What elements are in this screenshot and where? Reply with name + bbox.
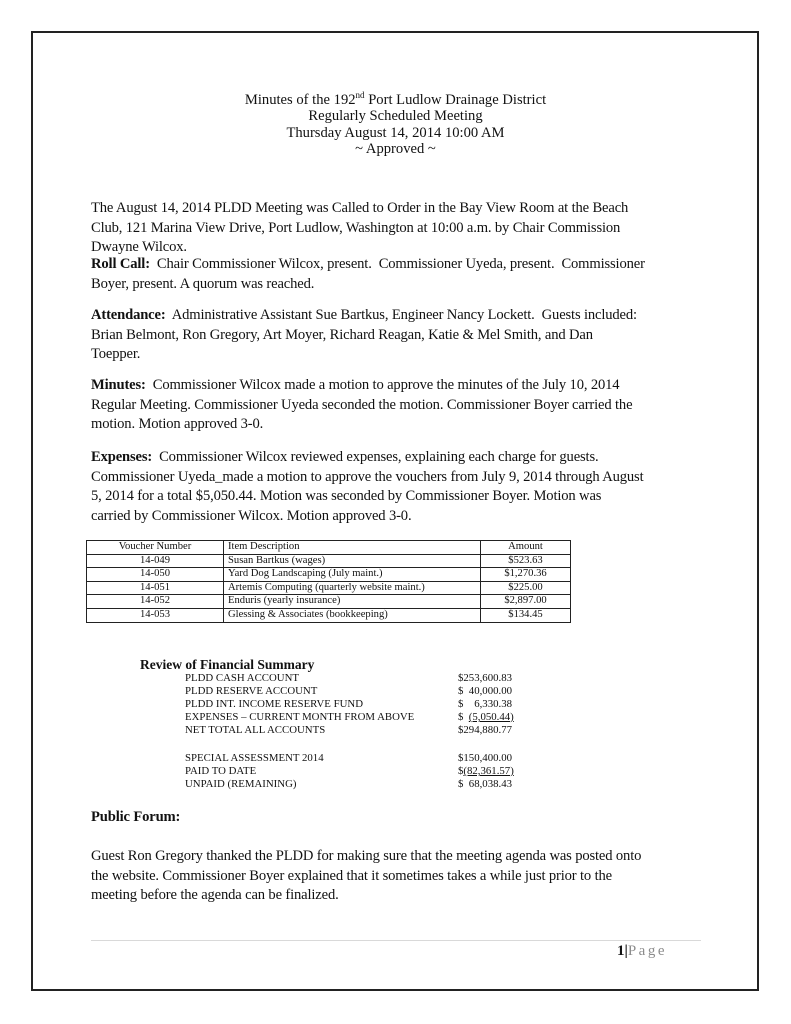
voucher-number: 14-050: [87, 568, 224, 582]
currency-prefix: $: [458, 711, 469, 723]
summary-value: $ 68,038.43: [458, 778, 512, 790]
public-forum-label: Public Forum:: [91, 809, 181, 825]
table-row: [87, 608, 571, 622]
underlined-amount: (82,361.57): [463, 765, 514, 777]
public-forum-text: Guest Ron Gregory thanked the PLDD for making sure that the meeting agenda was posted onto: [91, 848, 642, 864]
amount: $225.00: [481, 581, 571, 595]
item-description: Glessing & Associates (bookkeeping): [224, 608, 481, 622]
summary-label: UNPAID (REMAINING): [185, 778, 297, 790]
document-title-block: [0, 92, 791, 158]
item-description: Yard Dog Landscaping (July maint.): [224, 568, 481, 582]
summary-value: $ 40,000.00: [458, 685, 512, 697]
table-row: [87, 595, 571, 609]
expenses-text: Commissioner Uyeda_made a motion to approve the vouchers from July 9, 2014 through August: [91, 468, 644, 485]
attendance-section: [91, 306, 731, 365]
financial-summary-title: Review of Financial Summary: [140, 657, 315, 672]
voucher-number: 14-053: [87, 608, 224, 622]
voucher-table: [86, 540, 571, 623]
intro-paragraph: [91, 199, 731, 258]
title-suffix: Port Ludlow Drainage District: [364, 92, 547, 108]
roll-call-text: Chair Commissioner Wilcox, present. Commissioner Uyeda, present. Commissioner: [149, 256, 645, 272]
column-header-amount: Amount: [481, 541, 571, 555]
title-superscript: nd: [355, 90, 365, 100]
public-forum-heading: [91, 808, 731, 828]
meeting-datetime: Thursday August 14, 2014 10:00 AM: [286, 124, 505, 141]
minutes-label: Minutes:: [91, 377, 146, 393]
summary-value: [458, 765, 514, 778]
voucher-number: 14-049: [87, 554, 224, 568]
amount: $134.45: [481, 608, 571, 622]
attendance-label: Attendance:: [91, 307, 166, 323]
summary-label: EXPENSES – CURRENT MONTH FROM ABOVE: [185, 711, 415, 723]
page-number-footer: [617, 943, 667, 960]
expenses-text: 5, 2014 for a total $5,050.44. Motion was seconded by Commissioner Boyer. Motion was: [91, 488, 602, 504]
voucher-number: 14-051: [87, 581, 224, 595]
page-number: 1: [617, 943, 625, 959]
expenses-text: carried by Commissioner Wilcox. Motion approved 3-0.: [91, 507, 412, 524]
document-title: [0, 92, 791, 108]
minutes-text: Commissioner Wilcox made a motion to approve the minutes of the July 10, 2014: [145, 377, 620, 393]
currency-prefix: $: [458, 765, 464, 777]
footer-divider: [91, 940, 701, 941]
minutes-text: motion. Motion approved 3-0.: [91, 416, 264, 432]
meeting-type: Regularly Scheduled Meeting: [308, 108, 483, 125]
intro-line: Club, 121 Marina View Drive, Port Ludlow, Washington at 10:00 a.m. by Chair Commission: [91, 219, 621, 236]
summary-value: $ 6,330.38: [458, 698, 512, 710]
expenses-section: [91, 448, 731, 526]
attendance-text: Administrative Assistant Sue Bartkus, Engineer Nancy Lockett. Guests included:: [165, 307, 637, 323]
title-prefix: Minutes of the 192: [244, 92, 356, 108]
summary-label: PLDD INT. INCOME RESERVE FUND: [185, 698, 363, 710]
approval-status: ~ Approved ~: [355, 141, 436, 158]
amount: $1,270.36: [481, 568, 571, 582]
attendance-text: Brian Belmont, Ron Gregory, Art Moyer, Richard Reagan, Katie & Mel Smith, and Dan: [91, 326, 593, 343]
amount: $523.63: [481, 554, 571, 568]
public-forum-paragraph: [91, 847, 731, 906]
item-description: Susan Bartkus (wages): [224, 554, 481, 568]
amount: $2,897.00: [481, 595, 571, 609]
item-description: Artemis Computing (quarterly website maint.): [224, 581, 481, 595]
intro-line: The August 14, 2014 PLDD Meeting was Called to Order in the Bay View Room at the Beach: [91, 200, 629, 216]
expenses-text: Commissioner Wilcox reviewed expenses, explaining each charge for guests.: [152, 449, 599, 465]
voucher-number: 14-052: [87, 595, 224, 609]
underlined-amount: (5,050.44): [468, 711, 514, 723]
column-header-voucher-number: Voucher Number: [87, 541, 224, 555]
table-header-row: [87, 541, 571, 555]
summary-value: [458, 711, 514, 724]
page-label: Page: [627, 943, 667, 959]
table-row: [87, 568, 571, 582]
public-forum-text: the website. Commissioner Boyer explained that it sometimes takes a while just prior to the: [91, 867, 612, 884]
summary-label: PAID TO DATE: [185, 765, 257, 777]
summary-label: NET TOTAL ALL ACCOUNTS: [185, 724, 326, 736]
summary-value: $294,880.77: [458, 724, 512, 736]
column-header-item-description: Item Description: [224, 541, 481, 555]
intro-line: Dwayne Wilcox.: [91, 239, 187, 255]
expenses-label: Expenses:: [91, 449, 153, 465]
public-forum-text: meeting before the agenda can be finalized.: [91, 887, 339, 903]
minutes-text: Regular Meeting. Commissioner Uyeda seconded the motion. Commissioner Boyer carried the: [91, 396, 633, 413]
roll-call-section: [91, 255, 731, 294]
summary-label: SPECIAL ASSESSMENT 2014: [185, 752, 324, 764]
summary-label: PLDD RESERVE ACCOUNT: [185, 685, 318, 697]
minutes-section: [91, 376, 731, 435]
summary-value: $150,400.00: [458, 752, 512, 764]
table-row: [87, 581, 571, 595]
roll-call-label: Roll Call:: [91, 256, 150, 272]
summary-label: PLDD CASH ACCOUNT: [185, 672, 299, 684]
roll-call-text: Boyer, present. A quorum was reached.: [91, 275, 315, 292]
footer-separator: |: [624, 943, 628, 959]
summary-value: $253,600.83: [458, 672, 512, 684]
attendance-text: Toepper.: [91, 346, 141, 362]
table-row: [87, 554, 571, 568]
item-description: Enduris (yearly insurance): [224, 595, 481, 609]
